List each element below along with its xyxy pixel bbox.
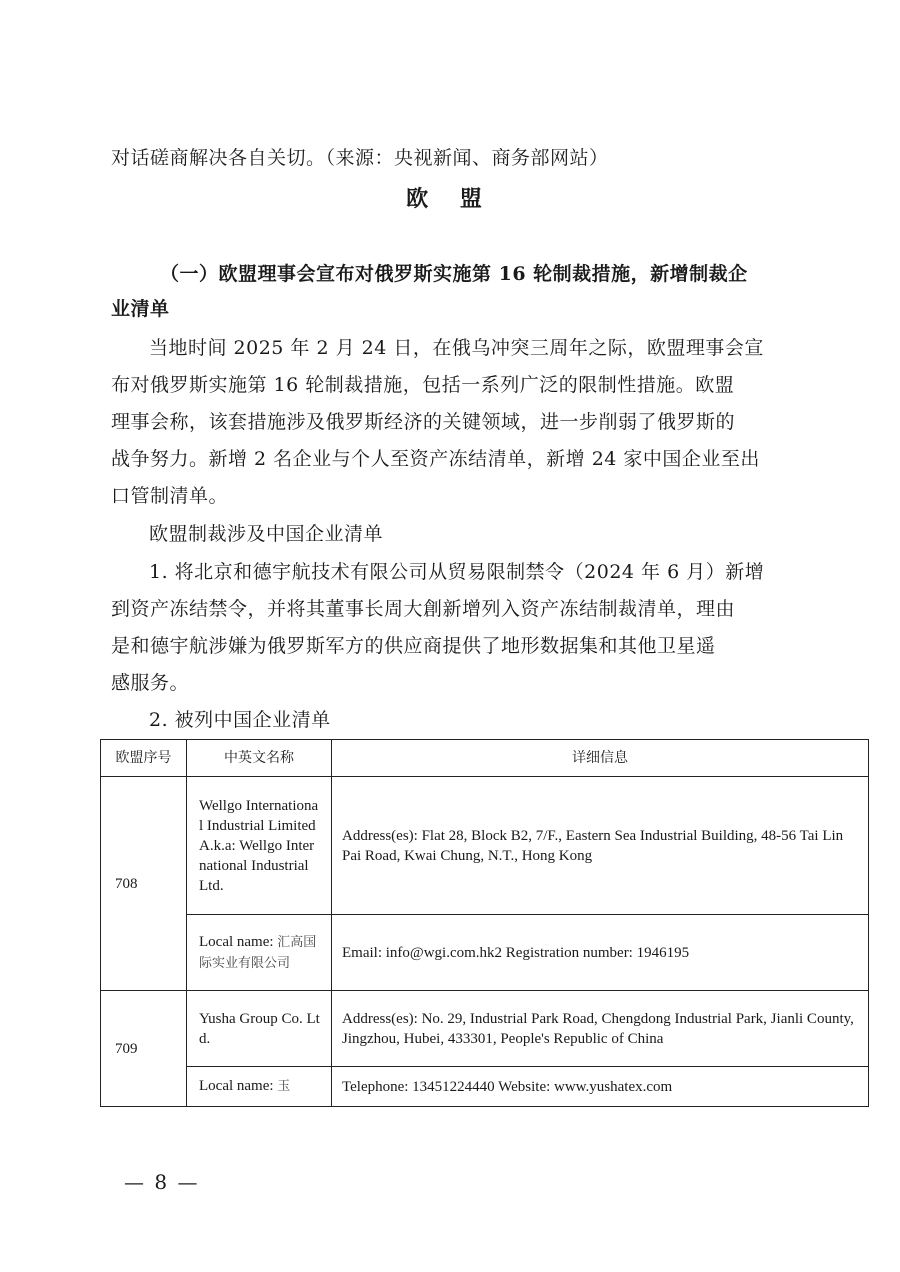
item1-line: 是和德宇航涉嫌为俄罗斯军方的供应商提供了地形数据集和其他卫星遥 (111, 635, 716, 657)
entry-address: Address(es): No. 29, Industrial Park Road, Chengdong Industrial Park, Jianli County, Jingzhou, Hubei, 433301, People's Republic of China (332, 991, 869, 1067)
table-header-row (101, 740, 869, 777)
page-number: — 8 — (124, 1170, 200, 1194)
header-details: 详细信息 (332, 740, 869, 777)
entry-number: 708 (101, 777, 187, 991)
header-name: 中英文名称 (187, 740, 332, 777)
item2-heading: 2. 被列中国企业清单 (149, 709, 331, 731)
paragraph-line: 战争努力。新增 2 名企业与个人至资产冻结清单，新增 24 家中国企业至出 (111, 448, 760, 470)
list-heading: 欧盟制裁涉及中国企业清单 (149, 523, 384, 545)
table-row (101, 1067, 869, 1107)
entry-contact: Email: info@wgi.com.hk2 Registration number: 1946195 (332, 915, 869, 991)
local-name-label: Local name: (199, 1078, 278, 1094)
entry-name-en: Yusha Group Co. Ltd. (187, 991, 332, 1067)
paragraph-line: 当地时间 2025 年 2 月 24 日，在俄乌冲突三周年之际，欧盟理事会宣 (149, 337, 764, 359)
local-name-label: Local name: (199, 933, 278, 950)
entry-local-name-cell (187, 915, 332, 991)
subsection-title-line2: 业清单 (111, 298, 170, 320)
intro-line: 对话磋商解决各自关切。（来源：央视新闻、商务部网站） (111, 147, 609, 169)
paragraph-line: 理事会称，该套措施涉及俄罗斯经济的关键领域，进一步削弱了俄罗斯的 (111, 411, 736, 433)
local-name: 玉 (277, 1079, 291, 1094)
table-row (101, 991, 869, 1067)
entry-address: Address(es): Flat 28, Block B2, 7/F., Eastern Sea Industrial Building, 48-56 Tai Lin Pai Road, Kwai Chung, N.T., Hong Kong (332, 777, 869, 915)
paragraph-line: 布对俄罗斯实施第 16 轮制裁措施，包括一系列广泛的限制性措施。欧盟 (111, 374, 735, 396)
subsection-title-line1: （一）欧盟理事会宣布对俄罗斯实施第 16 轮制裁措施，新增制裁企 (160, 263, 748, 285)
table-row (101, 777, 869, 915)
item1-line: 1. 将北京和德宇航技术有限公司从贸易限制禁令（2024 年 6 月）新增 (149, 561, 765, 583)
entry-contact: Telephone: 13451224440 Website: www.yushatex.com (332, 1067, 869, 1107)
section-title: 欧 盟 (406, 186, 494, 212)
entry-local-name-cell (187, 1067, 332, 1107)
header-eu-number: 欧盟序号 (101, 740, 187, 777)
item1-line: 到资产冻结禁令，并将其董事长周大創新增列入资产冻结制裁清单，理由 (111, 598, 736, 620)
entry-number: 709 (101, 991, 187, 1107)
table-row (101, 915, 869, 991)
entry-name-en: Wellgo International Industrial Limited A.k.a: Wellgo International Industrial Ltd. (187, 777, 332, 915)
item1-line: 感服务。 (111, 672, 190, 694)
local-name: 汇高国际实业有限公司 (199, 934, 317, 971)
paragraph-line: 口管制清单。 (111, 485, 229, 507)
sanctions-table (100, 739, 869, 1107)
